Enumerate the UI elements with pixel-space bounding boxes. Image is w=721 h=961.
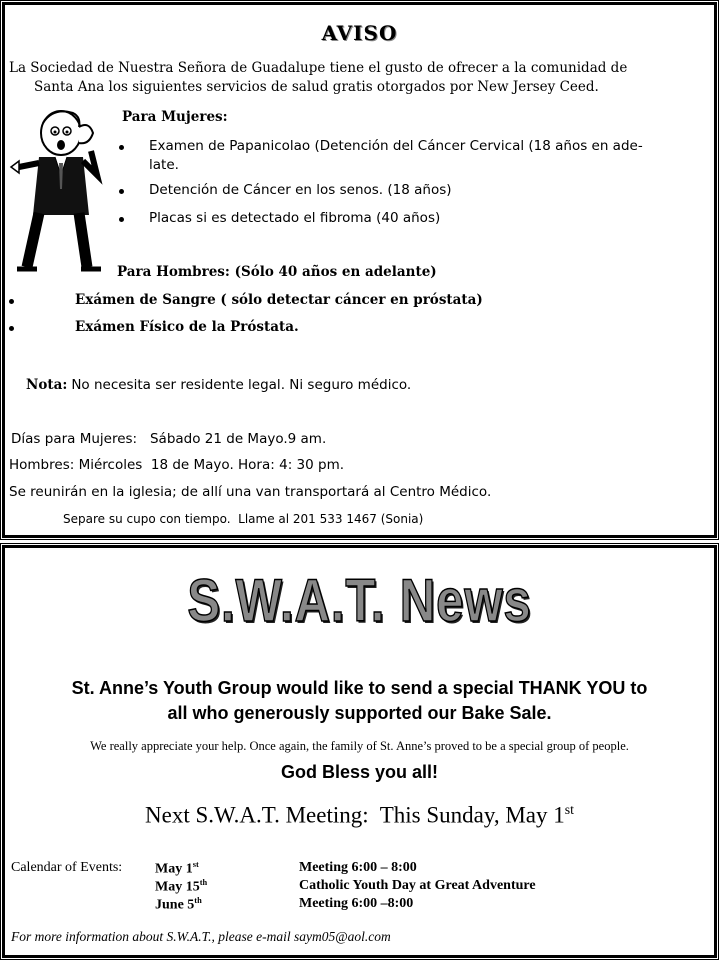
swat-news-section	[2, 545, 717, 958]
blessing-text: God Bless you all!	[280, 762, 439, 782]
reserve-note: Separe su cupo con tiempo. Llame al 201 533 1467 (Sonia)	[63, 512, 424, 526]
cartoon-man-illustration	[9, 105, 113, 275]
women-schedule: Días para Mujeres: Sábado 21 de Mayo.9 am.	[11, 431, 327, 447]
women-item-3: Placas si es detectado el fibroma (40 años)	[149, 210, 441, 226]
event-desc-1: Meeting 6:00 – 8:00	[299, 860, 417, 875]
event-desc-2: Catholic Youth Day at Great Adventure	[299, 878, 536, 893]
thanks-line-1: St. Anne’s Youth Group would like to send a special THANK YOU to	[71, 678, 648, 698]
contact-info: For more information about S.W.A.T., please e-mail saym05@aol.com	[11, 929, 391, 944]
meeting-place: Se reunirán en la iglesia; de allí una van transportará al Centro Médico.	[9, 484, 492, 500]
men-item-2: Exámen Físico de la Próstata.	[75, 319, 299, 335]
appreciation-text: We really appreciate your help. Once again, the family of St. Anne’s proved to be a special group of people.	[90, 739, 629, 753]
aviso-intro-line1: La Sociedad de Nuestra Señora de Guadalupe tiene el gusto de ofrecer a la comunidad de	[9, 60, 628, 76]
next-meeting-text: Next S.W.A.T. Meeting: This Sunday, May 1	[145, 802, 565, 828]
event-date-1: May 1st	[155, 860, 199, 877]
women-item-1: Examen de Papanicolao (Detención del Cáncer Cervical (18 años en ade-	[149, 138, 643, 154]
note-line	[26, 376, 411, 394]
aviso-section	[2, 2, 717, 538]
aviso-title: AVISO	[321, 21, 398, 45]
men-heading: Para Hombres: (Sólo 40 años en adelante)	[117, 264, 437, 280]
calendar-label: Calendar of Events:	[11, 860, 123, 875]
women-item-1-continued: late.	[149, 157, 179, 173]
bullet-icon	[119, 145, 124, 150]
women-item-2: Detención de Cáncer en los senos. (18 años)	[149, 182, 452, 198]
event-date-3: June 5th	[155, 896, 202, 913]
event-date-2: May 15th	[155, 878, 208, 895]
next-meeting-suffix: st	[564, 802, 574, 817]
bullet-icon	[9, 299, 14, 304]
next-meeting	[5, 802, 714, 829]
aviso-intro-line2: Santa Ana los siguientes servicios de salud gratis otorgados por New Jersey Ceed.	[34, 79, 599, 95]
event-desc-3: Meeting 6:00 –8:00	[299, 896, 414, 911]
note-text: No necesita ser residente legal. Ni seguro médico.	[71, 377, 412, 393]
men-item-1: Exámen de Sangre ( sólo detectar cáncer en próstata)	[75, 292, 483, 308]
swat-title: S.W.A.T. News	[187, 567, 532, 634]
men-schedule: Hombres: Miércoles 18 de Mayo. Hora: 4: 30 pm.	[9, 457, 345, 473]
note-label: Nota:	[26, 377, 68, 393]
bullet-icon	[9, 326, 14, 331]
thanks-line-2: all who generously supported our Bake Sale.	[167, 703, 552, 723]
bullet-icon	[119, 217, 124, 222]
bullet-icon	[119, 189, 124, 194]
women-heading: Para Mujeres:	[122, 109, 228, 125]
